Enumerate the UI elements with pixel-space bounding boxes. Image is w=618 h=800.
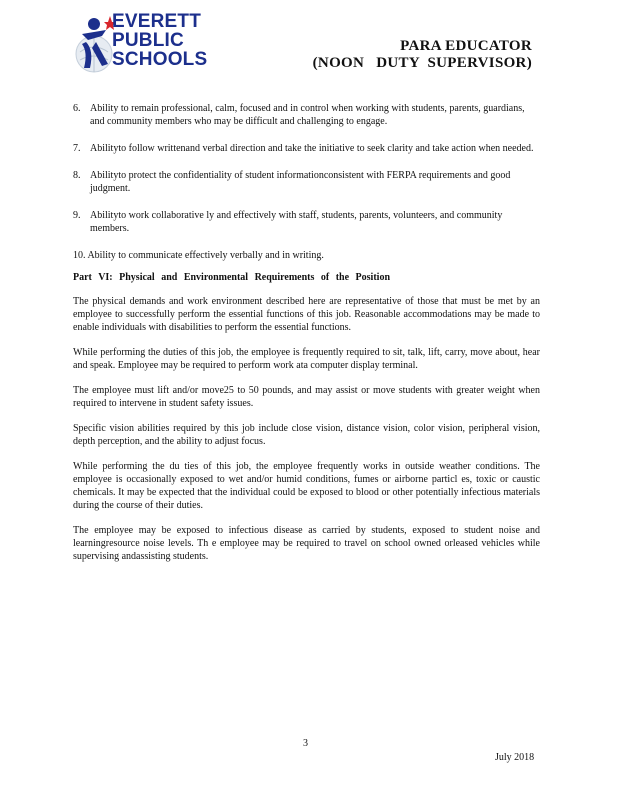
section-heading: Part VI: Physical and Environmental Requirements of the Position — [73, 272, 391, 283]
list-item-text: Abilityto protect the confidentiality of student informationconsistent with FERPA requirements and good judgment. — [90, 170, 511, 194]
list-item-number: 9. — [73, 210, 81, 221]
paragraph: The employee must lift and/or move25 to 50 pounds, and may assist or move students with greater weight when required to intervene in student safety issues. — [73, 385, 540, 409]
list-item-10: 10. Ability to communicate effectively verbally and in writing. — [73, 250, 324, 261]
list-item-text: Abilityto follow writtenand verbal direction and take the initiative to seek clarity and take action when needed. — [90, 143, 534, 154]
paragraph: Specific vision abilities required by this job include close vision, distance vision, color vision, peripheral vision, depth perception, and the ability to adjust focus. — [73, 423, 540, 447]
list-item — [73, 142, 540, 155]
list-item-text: Ability to remain professional, calm, focused and in control when working with students, parents, guardians, and community members who may be difficult and challenging to engage. — [90, 103, 525, 127]
paragraph: While performing the du ties of this job, the employee frequently works in outside weather conditions. The employee is occasionally exposed to wet and/or humid conditions, fumes or airborne particl es, toxic or caustic chemicals. It may be expected that the individual could be exposed to blood or other potentially infectious materials during the course of their duties. — [73, 461, 540, 511]
document-body — [73, 102, 540, 575]
list-item — [73, 209, 540, 235]
paragraph: The employee may be exposed to infectious disease as carried by students, exposed to student noise and learningresource noise levels. Th e employee may be required to travel on school owned orleased vehicles while supervising andassisting students. — [73, 525, 540, 562]
everett-public-schools-logo — [72, 12, 242, 78]
list-item-text: Abilityto work collaborative ly and effectively with staff, students, parents, volunteers, and community members. — [90, 210, 503, 234]
logo-wordmark: EVERETT PUBLIC SCHOOLS — [112, 11, 208, 70]
list-item-number: 7. — [73, 143, 81, 154]
document-title — [313, 38, 532, 72]
footer-date: July 2018 — [495, 752, 535, 763]
title-line-2: (NOON DUTY SUPERVISOR) — [312, 55, 532, 71]
logo-emblem-icon — [72, 12, 116, 78]
title-line-1: PARA EDUCATOR — [400, 38, 532, 54]
list-item-number: 6. — [73, 103, 81, 114]
list-item — [73, 169, 540, 195]
paragraph: The physical demands and work environment described here are representative of those that must be met by an employee to successfully perform the essential functions of this job. Reasonable accommodations may be made to enable individuals with disabilities to perform the essential functions. — [73, 296, 540, 333]
list-item-number: 8. — [73, 170, 81, 181]
paragraph: While performing the duties of this job, the employee is frequently required to sit, talk, lift, carry, move about, hear and speak. Employee may be required to perform work ata computer display terminal. — [73, 347, 540, 371]
list-item — [73, 102, 540, 128]
page-number: 3 — [303, 738, 308, 749]
